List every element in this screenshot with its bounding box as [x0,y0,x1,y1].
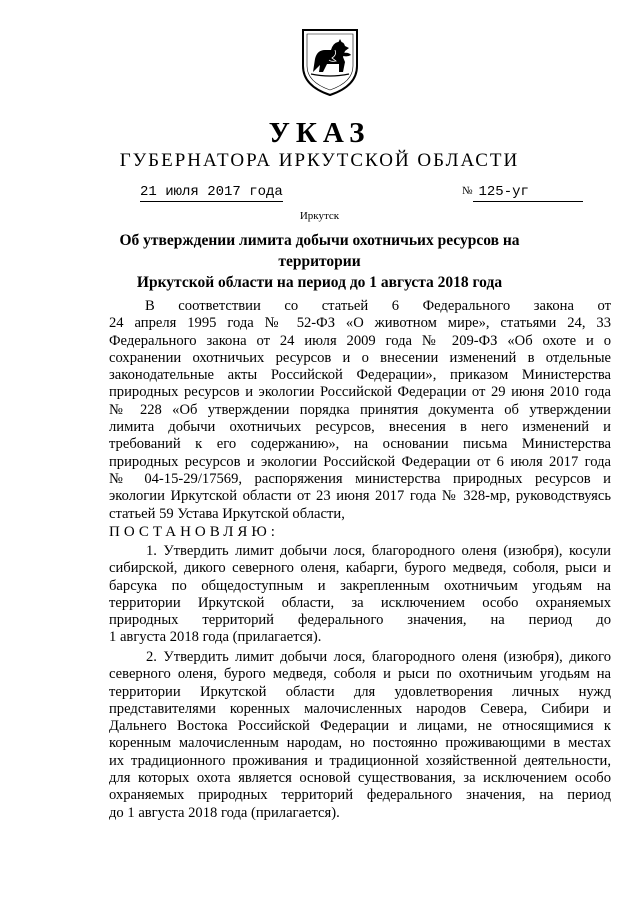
text-line: 1. Утвердить лимит добычи лося, благородного оленя (изюбря), косули [146,543,611,559]
text-line: до 1 августа 2018 года (прилагается). [109,804,340,821]
text-line: Дальнего Востока Российской Федерации и лицами, не относящимися к [109,718,611,735]
text-line: природных ресурсов и экологии Российской Федерации от 6 июля 2017 года [109,453,611,470]
text-line: № 228 «Об утверждении порядка принятия документа об утверждении [109,401,611,418]
text-line: Федерального закона от 24 июля 2009 года № 209-ФЗ «Об охоте и о [109,332,611,349]
text-line: лимита добычи охотничьих ресурсов, внесения в него изменений и [109,419,611,436]
text-line: северного оленя, бурого медведя, соболя и рыси по охотничьим угодьям на [109,666,611,683]
number-sign: № [462,185,473,197]
decree-item-1 [109,543,611,647]
text-line: коренным малочисленным народам, но постоянно проживающими в местах [109,735,611,752]
text-line: охраняемых природных территорий федерального значения, на период [109,787,611,804]
irkutsk-coat-of-arms-icon [299,26,361,98]
text-line: В соответствии со статьей 6 Федерального закона от [145,298,611,314]
number-value: 125-уг [473,184,583,202]
text-line: их традиционного проживания и традиционной хозяйственной деятельности, [109,752,611,769]
decree-keyword: ПОСТАНОВЛЯЮ: [109,524,279,540]
document-subtitle: ГУБЕРНАТОРА ИРКУТСКОЙ ОБЛАСТИ [119,150,520,171]
text-line: сибирской, дикого северного оленя, кабарги, бурого медведя, соболя, рыси и [109,560,611,577]
preamble-paragraph [109,298,611,523]
text-line: представителями коренных малочисленных народов Севера, Сибири и [109,700,611,717]
text-line: 2. Утвердить лимит добычи лося, благородного оленя (изюбря), дикого [146,649,611,665]
text-line: территории Иркутской области, за исключением особо охраняемых [109,594,611,611]
text-line: сохранении охотничьих ресурсов и о внесении изменений в отдельные [109,349,611,366]
text-line: экологии Иркутской области от 23 июня 2017 года № 328-мр, руководствуясь [109,488,611,505]
text-line: природных территорий федерального значения, на период до [109,612,611,629]
heading-line: Об утверждении лимита добычи охотничьих ресурсов на территории [119,232,520,270]
text-line: требований к его содержанию», на основании письма Министерства [109,436,611,453]
document-city: Иркутск [299,210,340,222]
text-line: статьей 59 Устава Иркутской области, [109,505,345,522]
text-line: 1 августа 2018 года (прилагается). [109,629,322,646]
text-line: законодательные акты Российской Федерации», приказом Министерства [109,367,611,384]
date-value: 21 июля 2017 года [140,184,283,200]
decree-item-2 [109,649,611,822]
document-title: УКАЗ [268,117,371,149]
text-line: барсука по общедоступным и закрепленным охотничьим угодьям на [109,577,611,594]
document-number [462,184,583,202]
text-line: природных ресурсов и экологии Российской Федерации от 29 июня 2010 года [109,384,611,401]
text-line: для которых охота является основой существования, за исключением особо [109,770,611,787]
document-date [140,184,283,202]
heading-line: Иркутской области на период до 1 августа 2018 года [136,274,503,291]
text-line: 24 апреля 1995 года № 52-ФЗ «О животном мире», статьями 24, 33 [109,315,611,332]
text-line: № 04-15-29/17569, распоряжения министерства природных ресурсов и [109,470,611,487]
text-line: территории Иркутской области для удовлетворения личных нужд [109,683,611,700]
document-heading [100,230,539,293]
